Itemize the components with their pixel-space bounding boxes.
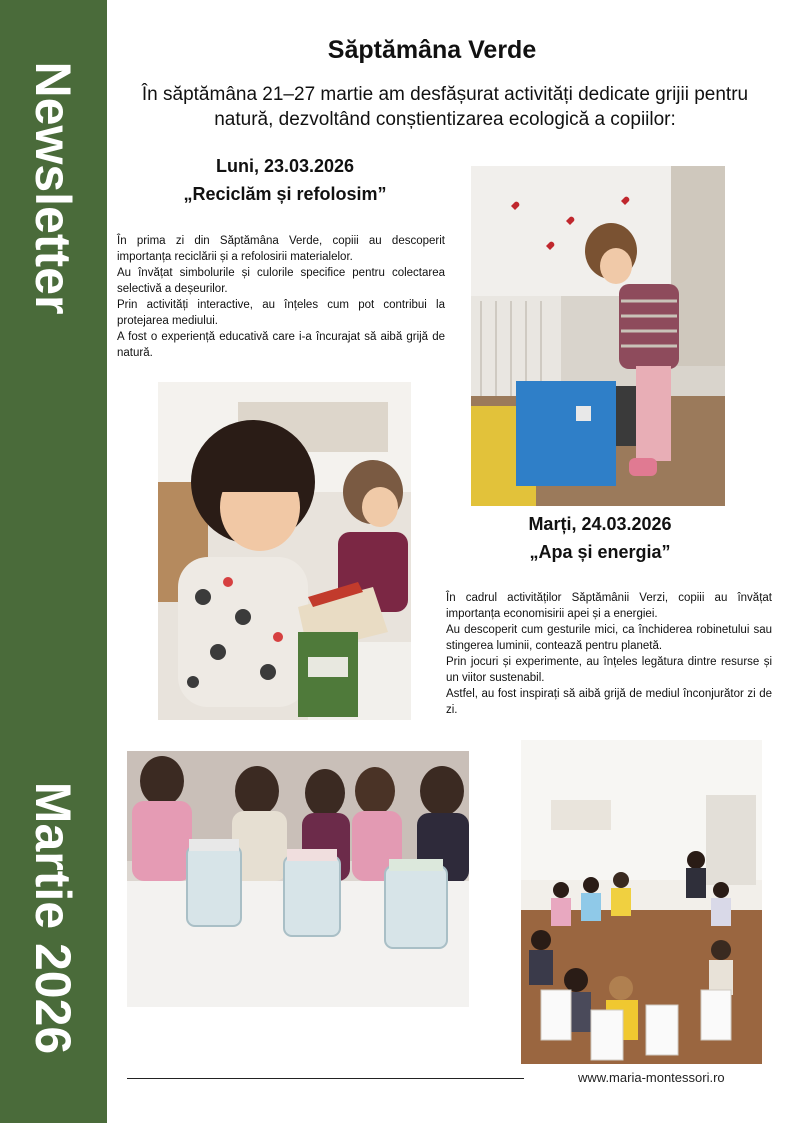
day1-paragraph: A fost o experiență educativă care i-a încurajat să aibă grijă de natură. — [117, 331, 445, 359]
issue-date-label: Martie 2026 — [25, 781, 81, 1055]
photo-recycling-bins — [471, 166, 725, 506]
day1-description — [117, 233, 445, 361]
footer-divider — [127, 1078, 524, 1079]
day2-heading — [470, 510, 730, 566]
sidebar — [0, 0, 107, 1123]
day2-description — [446, 590, 772, 718]
day1-heading — [150, 152, 420, 208]
day2-theme: „Apa și energia” — [529, 542, 671, 562]
day2-paragraph: Prin jocuri și experimente, au înțeles legătura dintre resurse și un viitor sustenabil. — [446, 656, 772, 684]
website-link[interactable]: www.maria-montessori.ro — [578, 1070, 725, 1085]
photo-painting-carton — [158, 382, 411, 720]
photo-classroom-circle — [521, 740, 762, 1064]
day2-paragraph: Au descoperit cum gesturile mici, ca închiderea robinetului sau stingerea luminii, contează pentru planetă. — [446, 624, 772, 652]
day1-paragraph: În prima zi din Săptămâna Verde, copiii au descoperit importanța reciclării și a refolosirii materialelor. — [117, 235, 445, 263]
intro-text: În săptămâna 21–27 martie am desfășurat activități dedicate grijii pentru natură, dezvoltând conștientizarea ecologică a copiilor: — [141, 84, 749, 130]
day1-date: Luni, 23.03.2026 — [215, 156, 355, 176]
page-title: Săptămâna Verde — [327, 36, 537, 64]
day1-paragraph: Prin activități interactive, au înțeles cum pot contribui la protejarea mediului. — [117, 299, 445, 327]
day2-date: Marți, 24.03.2026 — [528, 514, 672, 534]
day2-paragraph: În cadrul activităților Săptămânii Verzi, copiii au învățat importanța economisirii apei și a energiei. — [446, 592, 772, 620]
day1-theme: „Reciclăm și refolosim” — [183, 184, 387, 204]
day2-paragraph: Astfel, au fost inspirați să aibă grijă de mediul înconjurător zi de zi. — [446, 688, 772, 716]
newsletter-label: Newsletter — [25, 61, 81, 315]
photo-water-jars — [127, 751, 469, 1007]
day1-paragraph: Au învățat simbolurile și culorile specifice pentru colectarea selectivă a deșeurilor. — [117, 267, 445, 295]
